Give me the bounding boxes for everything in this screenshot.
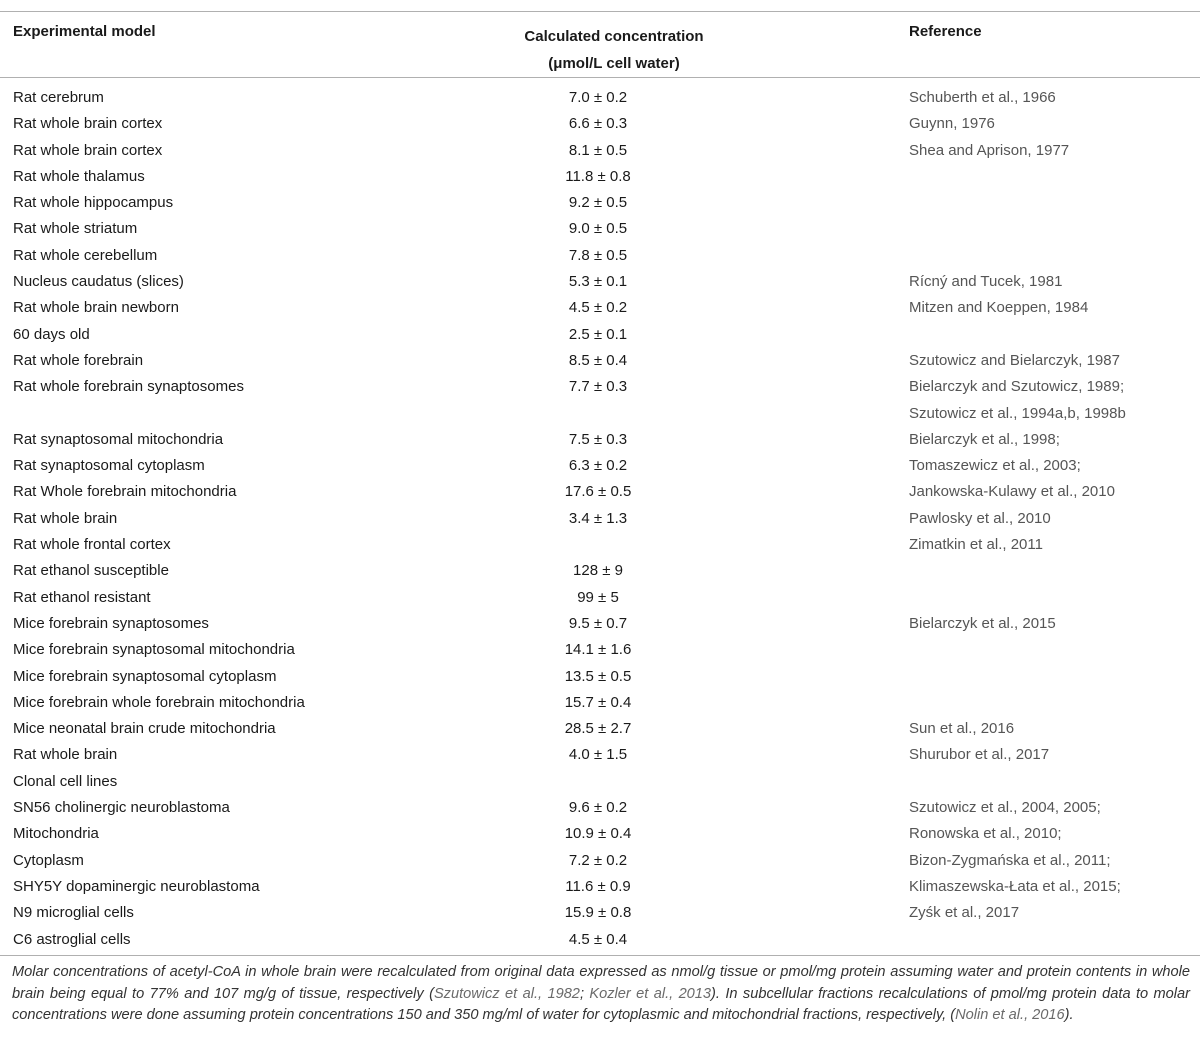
cell-experimental-model: Mice forebrain synaptosomal cytoplasm	[13, 667, 277, 685]
cell-concentration: 8.5 ± 0.4	[568, 351, 628, 369]
citation-link-kozler-2013[interactable]: Kozler et al., 2013	[589, 985, 712, 1002]
table-row	[0, 506, 1200, 532]
reference-link[interactable]: Bielarczyk and Szutowicz, 1989;	[909, 378, 1125, 396]
cell-experimental-model: C6 astroglial cells	[13, 930, 131, 948]
reference-link[interactable]: Tomaszewicz et al., 2003;	[909, 457, 1081, 475]
cell-concentration: 11.8 ± 0.8	[565, 167, 631, 185]
cell-concentration: 9.5 ± 0.7	[568, 614, 628, 632]
cell-experimental-model: Clonal cell lines	[13, 772, 118, 790]
table-row	[0, 295, 1200, 321]
cell-experimental-model: Rat synaptosomal mitochondria	[13, 430, 224, 448]
cell-concentration: 7.0 ± 0.2	[568, 89, 628, 106]
cell-concentration: 9.2 ± 0.5	[568, 194, 628, 212]
cell-reference	[909, 716, 1189, 742]
cell-reference	[909, 295, 1189, 321]
cell-concentration: 6.6 ± 0.3	[568, 115, 628, 133]
table-row	[0, 664, 1200, 690]
cell-reference	[909, 637, 1189, 663]
cell-concentration: 4.0 ± 1.5	[568, 746, 628, 764]
cell-concentration: 10.9 ± 0.4	[564, 825, 632, 843]
cell-reference	[909, 243, 1189, 269]
cell-concentration: 7.7 ± 0.3	[568, 378, 628, 396]
table-body	[0, 85, 1200, 953]
cell-concentration: 13.5 ± 0.5	[564, 667, 632, 685]
cell-experimental-model: Mice forebrain synaptosomes	[13, 614, 209, 632]
cell-reference	[909, 900, 1189, 926]
cell-experimental-model: 60 days old	[13, 325, 90, 343]
table-row	[0, 558, 1200, 584]
reference-link[interactable]: Bielarczyk et al., 1998;	[909, 430, 1060, 448]
table-row	[0, 479, 1200, 505]
reference-link[interactable]: Rícný and Tucek, 1981	[909, 273, 1063, 291]
cell-experimental-model: Mice forebrain whole forebrain mitochondria	[13, 693, 305, 711]
cell-experimental-model: Rat whole brain	[13, 746, 118, 764]
column-header-concentration	[474, 23, 754, 77]
table-row	[0, 216, 1200, 242]
cell-reference	[909, 690, 1189, 716]
cell-concentration: 6.3 ± 0.2	[568, 457, 628, 475]
cell-experimental-model: Rat Whole forebrain mitochondria	[13, 483, 237, 501]
footnote-separator: ;	[579, 985, 590, 1002]
cell-experimental-model: Rat ethanol susceptible	[13, 562, 169, 580]
cell-concentration: 9.6 ± 0.2	[568, 799, 628, 817]
reference-link[interactable]: Guynn, 1976	[909, 115, 995, 133]
cell-concentration: 4.5 ± 0.4	[568, 930, 628, 948]
table-row	[0, 769, 1200, 795]
table-row	[0, 427, 1200, 453]
table-row	[0, 585, 1200, 611]
table-row	[0, 243, 1200, 269]
cell-experimental-model: Rat whole frontal cortex	[13, 536, 171, 554]
reference-link[interactable]: Klimaszewska-Łata et al., 2015;	[909, 877, 1121, 895]
table-row	[0, 190, 1200, 216]
reference-link[interactable]: Ronowska et al., 2010;	[909, 825, 1062, 843]
cell-experimental-model: SN56 cholinergic neuroblastoma	[13, 799, 230, 817]
citation-link-szutowicz-1982[interactable]: Szutowicz et al., 1982	[433, 985, 580, 1002]
cell-concentration: 7.8 ± 0.5	[568, 246, 628, 264]
cell-reference	[909, 874, 1189, 900]
table-row	[0, 821, 1200, 847]
reference-link[interactable]: Szutowicz and Bielarczyk, 1987	[909, 351, 1120, 369]
cell-reference	[909, 769, 1189, 795]
cell-reference	[909, 138, 1189, 164]
cell-experimental-model: Rat whole brain newborn	[13, 299, 179, 317]
reference-link[interactable]: Jankowska-Kulawy et al., 2010	[909, 483, 1115, 501]
cell-reference	[909, 164, 1189, 190]
cell-concentration: 8.1 ± 0.5	[568, 141, 628, 159]
cell-concentration: 4.5 ± 0.2	[568, 299, 628, 317]
cell-reference	[909, 532, 1189, 558]
cell-concentration: 17.6 ± 0.5	[564, 483, 632, 501]
cell-reference	[909, 821, 1189, 847]
cell-reference	[909, 664, 1189, 690]
cell-reference	[909, 322, 1189, 348]
column-header-concentration-line1: Calculated concentration	[524, 28, 704, 45]
cell-experimental-model: Rat whole brain	[13, 509, 118, 527]
column-header-model: Experimental model	[13, 23, 156, 40]
reference-link[interactable]: Mitzen and Koeppen, 1984	[909, 299, 1089, 317]
cell-experimental-model: Rat whole brain cortex	[13, 141, 163, 159]
cell-experimental-model: Cytoplasm	[13, 851, 84, 869]
column-header-concentration-line2: (μmol/L cell water)	[548, 55, 680, 72]
reference-link[interactable]: Bizon-Zygmańska et al., 2011;	[909, 851, 1111, 869]
cell-experimental-model: Rat whole thalamus	[13, 167, 145, 185]
cell-reference	[909, 848, 1189, 874]
table-top-rule	[0, 11, 1200, 12]
cell-concentration: 14.1 ± 1.6	[564, 641, 632, 659]
cell-reference	[909, 269, 1189, 295]
cell-concentration: 7.2 ± 0.2	[568, 851, 628, 869]
table-row	[0, 742, 1200, 768]
reference-link[interactable]: Pawlosky et al., 2010	[909, 509, 1051, 527]
cell-reference	[909, 453, 1189, 479]
reference-link[interactable]: Shea and Aprison, 1977	[909, 141, 1070, 159]
cell-experimental-model: Rat whole forebrain synaptosomes	[13, 378, 244, 396]
cell-experimental-model: Rat whole striatum	[13, 220, 138, 238]
cell-experimental-model: Rat whole forebrain	[13, 351, 144, 369]
table-row	[0, 795, 1200, 821]
reference-link[interactable]: Zyśk et al., 2017	[909, 904, 1020, 922]
table-row	[0, 453, 1200, 479]
reference-link[interactable]: Shurubor et al., 2017	[909, 746, 1050, 764]
cell-reference	[909, 558, 1189, 584]
cell-reference	[909, 216, 1189, 242]
cell-experimental-model: N9 microglial cells	[13, 904, 134, 922]
cell-reference	[909, 506, 1189, 532]
reference-link[interactable]: Szutowicz et al., 2004, 2005;	[909, 799, 1101, 817]
cell-concentration: 15.7 ± 0.4	[564, 693, 632, 711]
cell-experimental-model: Mice neonatal brain crude mitochondria	[13, 720, 276, 738]
table-row	[0, 874, 1200, 900]
reference-link[interactable]: Schuberth et al., 1966	[909, 89, 1056, 106]
cell-experimental-model: Rat whole cerebellum	[13, 246, 158, 264]
cell-experimental-model: Nucleus caudatus (slices)	[13, 273, 184, 291]
table-bottom-rule	[0, 955, 1200, 956]
footnote-text-1: Molar concentrations of acetyl-CoA in whole brain were recalculated from original data expressed as nmol/g tissue or pmol/mg protein assuming water and protein contents in whole brain being equal to 77% and 107 mg/g of tissue, respectively (	[12, 964, 1190, 1002]
cell-reference	[909, 348, 1189, 374]
table-row	[0, 85, 1200, 111]
cell-concentration: 11.6 ± 0.9	[565, 877, 631, 895]
cell-reference	[909, 795, 1189, 821]
cell-experimental-model: Rat ethanol resistant	[13, 588, 151, 606]
table-row	[0, 927, 1200, 953]
cell-reference	[909, 742, 1189, 768]
table-row	[0, 611, 1200, 637]
cell-experimental-model: Rat cerebrum	[13, 89, 104, 106]
reference-link[interactable]: Szutowicz et al., 1994a,b, 1998b	[909, 404, 1126, 422]
table-row	[0, 374, 1200, 427]
table-row	[0, 848, 1200, 874]
table-row	[0, 716, 1200, 742]
cell-reference	[909, 190, 1189, 216]
reference-link[interactable]: Zimatkin et al., 2011	[909, 536, 1043, 554]
cell-concentration: 5.3 ± 0.1	[568, 273, 628, 291]
table-row	[0, 269, 1200, 295]
cell-concentration: 3.4 ± 1.3	[568, 509, 628, 527]
cell-reference	[909, 585, 1189, 611]
footnote-text-3: ).	[1064, 1007, 1074, 1023]
cell-concentration: 15.9 ± 0.8	[564, 904, 632, 922]
column-header-reference: Reference	[909, 23, 982, 40]
citation-link-nolin-2016[interactable]: Nolin et al., 2016	[955, 1007, 1065, 1023]
cell-concentration: 9.0 ± 0.5	[568, 220, 628, 238]
cell-concentration: 2.5 ± 0.1	[568, 325, 628, 343]
cell-reference	[909, 374, 1189, 427]
table-footnote	[12, 962, 1190, 1027]
cell-experimental-model: Rat synaptosomal cytoplasm	[13, 457, 205, 475]
table-row	[0, 322, 1200, 348]
reference-link[interactable]: Bielarczyk et al., 2015	[909, 614, 1056, 632]
footnote-text-2: ). In subcellular fractions recalculations of pmol/mg protein data to molar concentrations were done assuming protein concentrations 150 and 350 mg/ml of water for cytoplasmic and mitochondrial fractions, respectively, (	[12, 985, 1191, 1023]
cell-concentration: 28.5 ± 2.7	[564, 720, 632, 738]
cell-concentration: 7.5 ± 0.3	[568, 430, 628, 448]
table-row	[0, 532, 1200, 558]
table-row	[0, 138, 1200, 164]
cell-reference	[909, 85, 1189, 111]
cell-reference	[909, 479, 1189, 505]
table-row	[0, 164, 1200, 190]
table-row	[0, 900, 1200, 926]
table-row	[0, 637, 1200, 663]
header-bottom-rule	[0, 77, 1200, 78]
table-row	[0, 111, 1200, 137]
table-row	[0, 690, 1200, 716]
cell-reference	[909, 111, 1189, 137]
cell-reference	[909, 927, 1189, 953]
table-row	[0, 348, 1200, 374]
cell-concentration: 99 ± 5	[577, 588, 619, 606]
cell-concentration: 128 ± 9	[573, 562, 623, 580]
cell-experimental-model: SHY5Y dopaminergic neuroblastoma	[13, 877, 260, 895]
reference-link[interactable]: Sun et al., 2016	[909, 720, 1015, 738]
cell-experimental-model: Rat whole hippocampus	[13, 194, 174, 212]
cell-experimental-model: Rat whole brain cortex	[13, 115, 163, 133]
cell-experimental-model: Mitochondria	[13, 825, 99, 843]
cell-experimental-model: Mice forebrain synaptosomal mitochondria	[13, 641, 295, 659]
cell-reference	[909, 427, 1189, 453]
cell-reference	[909, 611, 1189, 637]
